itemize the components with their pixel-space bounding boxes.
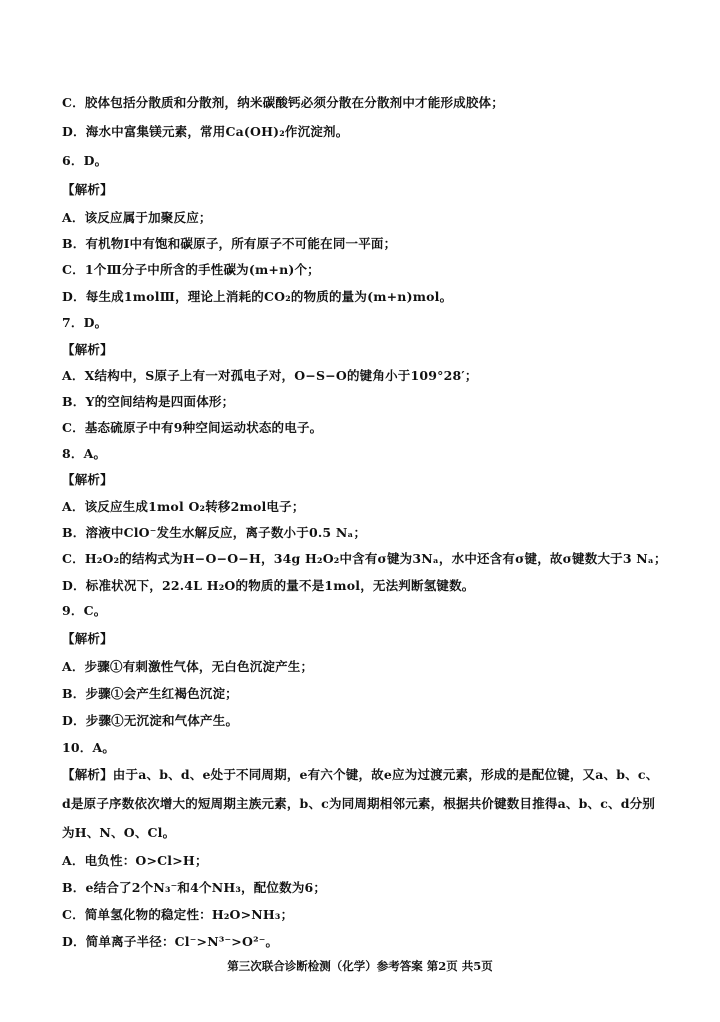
- page-footer: 第三次联合诊断检测（化学）参考答案 第2页 共5页: [227, 959, 493, 973]
- line-10b: B．e结合了2个N₃⁻和4个NH₃，配位数为6；: [62, 880, 327, 895]
- answer-7: 7．D。: [62, 315, 108, 330]
- answer-10: 10．A。: [62, 740, 116, 755]
- line-10a: A．电负性：O>Cl>H；: [62, 853, 208, 868]
- line-8b: B．溶液中ClO⁻发生水解反应，离子数小于0.5 Nₐ；: [62, 525, 367, 540]
- analysis-heading-6: 【解析】: [62, 182, 113, 197]
- answer-9: 9．C。: [62, 603, 107, 618]
- line-6a: A．该反应属于加聚反应；: [62, 210, 212, 225]
- line-8d: D．标准状况下，22.4L H₂O的物质的量不是1mol，无法判断氢键数。: [62, 578, 475, 593]
- line-8c: C．H₂O₂的结构式为H−O−O−H，34g H₂O₂中含有σ键为3Nₐ，水中还含有σ键，故σ键数大于3 Nₐ；: [62, 551, 667, 566]
- line-6b: B．有机物Ⅰ中有饱和碳原子，所有原子不可能在同一平面；: [62, 236, 397, 251]
- analysis-heading-7: 【解析】: [62, 342, 113, 357]
- line-5c: C．胶体包括分散质和分散剂，纳米碳酸钙必须分散在分散剂中才能形成胶体；: [62, 95, 504, 110]
- analysis-10: 【解析】由于a、b、d、e处于不同周期，e有六个键，故e应为过渡元素，形成的是配位键，又a、b、c、d是原子序数依次增大的短周期主族元素，b、c为同周期相邻元素，根据共价键数目推得a、b、c、d分别为H、N、O、Cl。: [62, 767, 659, 840]
- line-10d: D．简单离子半径：Cl⁻>N³⁻>O²⁻。: [62, 934, 279, 949]
- line-9b: B．步骤①会产生红褐色沉淀；: [62, 686, 238, 701]
- line-9d: D．步骤①无沉淀和气体产生。: [62, 713, 239, 728]
- line-7c: C．基态硫原子中有9种空间运动状态的电子。: [62, 420, 323, 435]
- analysis-heading-8: 【解析】: [62, 472, 113, 487]
- answer-8: 8．A。: [62, 446, 107, 461]
- line-10c: C．简单氢化物的稳定性：H₂O>NH₃；: [62, 907, 294, 922]
- answer-6: 6．D。: [62, 153, 108, 168]
- line-9a: A．步骤①有刺激性气体，无白色沉淀产生；: [62, 659, 314, 674]
- line-7b: B．Y的空间结构是四面体形；: [62, 394, 235, 409]
- line-8a: A．该反应生成1mol O₂转移2mol电子；: [62, 499, 305, 514]
- line-6d: D．每生成1molⅢ，理论上消耗的CO₂的物质的量为(m+n)mol。: [62, 289, 453, 304]
- line-7a: A．X结构中，S原子上有一对孤电子对，O−S−O的键角小于109°28′；: [62, 368, 478, 383]
- line-5d: D．海水中富集镁元素，常用Ca(OH)₂作沉淀剂。: [62, 124, 349, 139]
- line-6c: C．1个Ⅲ分子中所含的手性碳为(m+n)个；: [62, 262, 320, 277]
- analysis-heading-9: 【解析】: [62, 631, 113, 646]
